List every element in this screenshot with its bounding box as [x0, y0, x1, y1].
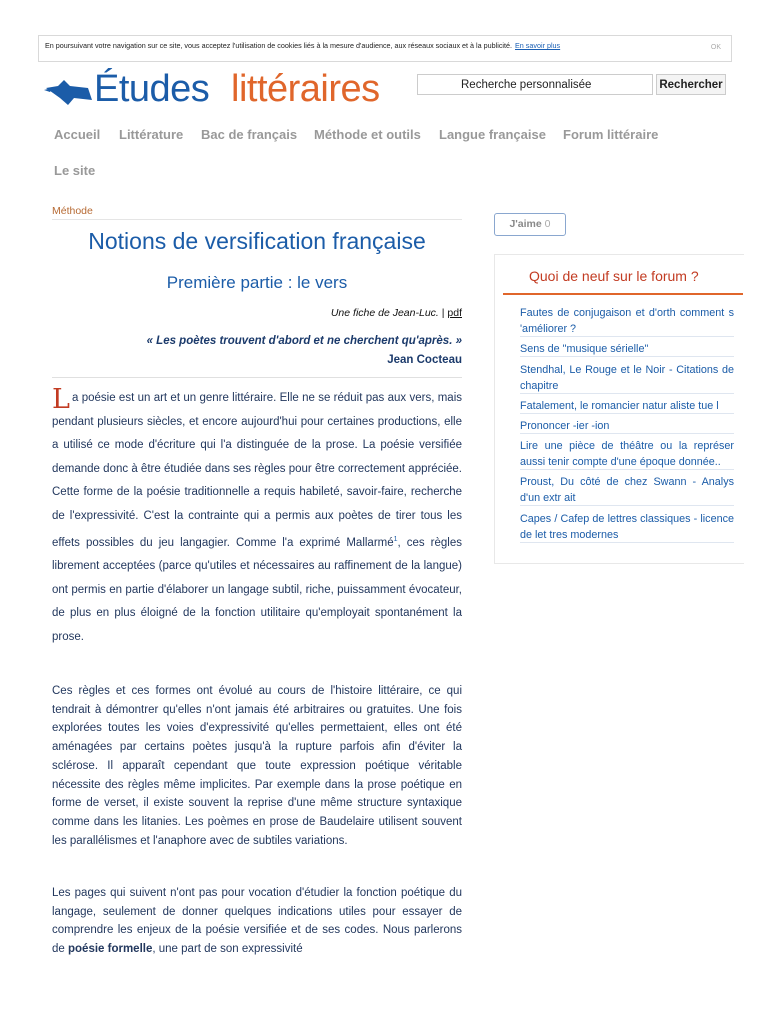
pdf-link[interactable]: pdf — [447, 307, 462, 319]
paragraph-1 — [52, 384, 462, 649]
page-subtitle: Première partie : le vers — [166, 273, 348, 292]
epigraph-author: Jean Cocteau — [387, 354, 462, 366]
cookie-more-link[interactable]: En savoir plus — [515, 41, 561, 50]
nav-item-le-site[interactable]: Le site — [54, 163, 96, 178]
paragraph-3-text-a: Les pages qui suivent n'ont pas pour vocation d'étudier la fonction poétique du langage, seulement de donner quelques indications utiles pour essayer de comprendre les enjeux de la poésie versifiée et de ses codes. Nous parlerons de — [52, 887, 462, 956]
forum-item[interactable]: Lire une pièce de théâtre ou la représer aussi tenir compte d'une époque donnée.. — [520, 440, 734, 468]
like-count: 0 — [544, 218, 551, 230]
forum-panel-title: Quoi de neuf sur le forum ? — [529, 268, 699, 284]
forum-item[interactable]: Fautes de conjugaison et d'orth comment s 'améliorer ? — [520, 307, 734, 335]
paragraph-1-text-b: , ces règles librement acceptées (parce qu'utiles et nécessaires au raffinement de la langue) ont permis en partie d'élaborer un langage subtil, riche, puissamment évocateur, de plus en plus éloigné de la fonction utilitaire qu'employait spontanément la prose. — [52, 536, 462, 643]
site-logo[interactable] — [44, 68, 384, 112]
brand-word-litteraires: littéraires — [231, 68, 380, 110]
byline-separator: | — [438, 307, 448, 319]
nav-item-litterature[interactable]: Littérature — [119, 127, 184, 142]
page-title: Notions de versification française — [88, 228, 426, 254]
paragraph-2: Ces règles et ces formes ont évolué au cours de l'histoire littéraire, ce qui tendrait à démontrer qu'elles n'ont jamais été arbitraires ou gratuites. Une fois explorées toutes les voies d'expressivité qu'elles permettaient, elles ont été aménagées par certains poètes jusqu'à la rupture parfois afin d'éviter la sclérose. Il apparaît cependant que toute expression poétique véritable nécessite des règles même implicites. Par exemple dans la prose poétique en forme de verset, il existe souvent la reprise d'une même structure syntaxique comme dans les litanies. Les poèmes en prose de Baudelaire utilisent souvent les parallélismes et l'anaphore avec de subtiles variations. — [52, 685, 462, 847]
forum-panel — [494, 254, 744, 564]
footnote-ref[interactable]: 1 — [393, 536, 398, 543]
divider — [52, 219, 462, 220]
nav-item-bac-de-francais[interactable]: Bac de français — [201, 127, 298, 142]
divider — [52, 377, 462, 378]
breadcrumb[interactable]: Méthode — [52, 205, 93, 217]
search-input[interactable] — [417, 74, 653, 95]
nav-item-langue-francaise[interactable]: Langue française — [439, 127, 546, 142]
like-button[interactable] — [494, 213, 566, 236]
forum-item[interactable]: Fatalement, le romancier natur aliste tue l — [520, 398, 734, 414]
nav-item-accueil[interactable]: Accueil — [54, 127, 101, 142]
cookie-banner — [38, 35, 732, 62]
cookie-ok-button[interactable]: OK — [710, 44, 721, 51]
forum-panel-divider — [503, 293, 743, 295]
like-label: J'aime — [509, 218, 542, 230]
brand-word-etudes: Études — [94, 68, 210, 110]
paragraph-3 — [52, 884, 462, 959]
paragraph-3-bold: poésie formelle — [68, 943, 153, 956]
bird-logo-icon — [44, 78, 94, 106]
forum-item[interactable]: Stendhal, Le Rouge et le Noir - Citations de chapitre — [520, 364, 734, 392]
byline-author: Une fiche de Jean-Luc. — [330, 307, 439, 319]
paragraph-3-text-b: , une part de son expressivité — [152, 943, 303, 956]
nav-item-methode-et-outils[interactable]: Méthode et outils — [314, 127, 421, 142]
drop-cap: L — [52, 384, 70, 415]
epigraph-quote: « Les poètes trouvent d'abord et ne cherchent qu'après. » — [146, 335, 462, 347]
forum-item[interactable]: Sens de "musique sérielle" — [520, 341, 734, 357]
nav-item-forum-litteraire[interactable]: Forum littéraire — [563, 127, 659, 142]
cookie-text-line — [45, 41, 560, 50]
cookie-text: En poursuivant votre navigation sur ce site, vous acceptez l'utilisation de cookies liés à la mesure d'audience, aux réseaux sociaux et à la publicité. — [45, 41, 512, 50]
byline — [331, 307, 462, 319]
forum-item[interactable]: Capes / Cafep de lettres classiques - licence de let tres modernes — [520, 513, 734, 541]
forum-item[interactable]: Proust, Du côté de chez Swann - Analys d'un extr ait — [520, 476, 734, 504]
paragraph-1-text-a: a poésie est un art et un genre littéraire. Elle ne se réduit pas aux vers, mais pendant plusieurs siècles, et encore aujourd'hui pour certaines productions, elle a utilisé ce mode d'écriture qui l'a distinguée de la prose. La poésie versifiée demande donc à être étudiée dans ses règles pour être correctement appréciée. Cette forme de la poésie traditionnelle a requis habileté, savoir-faire, recherche de l'expressivité. C'est la contrainte qui a permis aux poètes de tirer tous les effets possibles du jeu langagier. Comme l'a exprimé Mallarmé — [52, 392, 462, 549]
forum-item[interactable]: Prononcer -ier -ion — [520, 418, 734, 434]
search-button[interactable]: Rechercher — [656, 74, 726, 95]
